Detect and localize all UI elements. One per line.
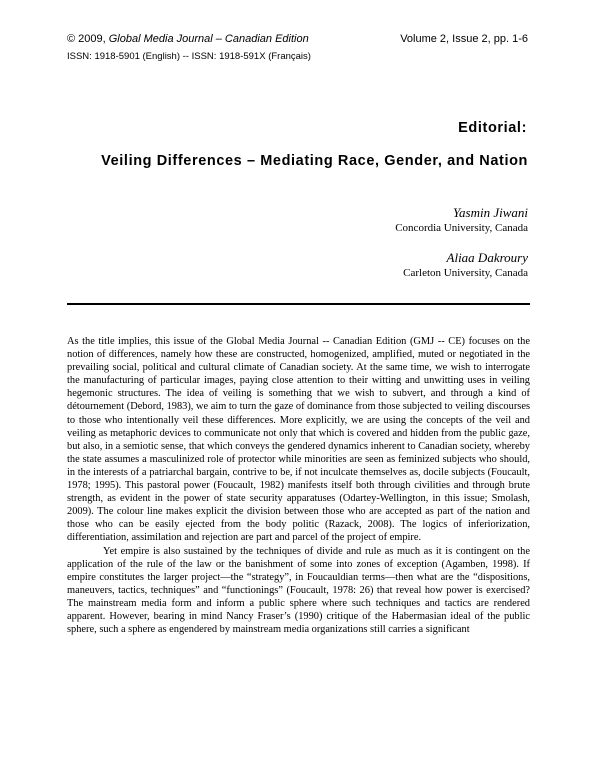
author-affiliation: Carleton University, Canada [403, 267, 528, 279]
paragraph-1: As the title implies, this issue of the Global Media Journal -- Canadian Edition (GMJ -- CE) focuses on the notion of differences, namely how these are constructed, homogenized, amplified, muted or negotiated in the prevailing social, political and cultural climate of Canadian society. At the same time, we wish to interrogate the manufacturing of particular images, paying close attention to their witting and unwitting uses in veiling hegemonic structures. The idea of veiling is something that we wish to subvert, and through a kind of détournement (Debord, 1983), we aim to turn the gaze of dominance from those subjected to veiling discourses to those who intentionally veil these differences. More explicitly, we are using the concepts of the veil and veiling as metaphoric devices to communicate not only that which is covered and hidden from the public gaze, but also, in a semiotic sense, that which conveys the gendered dynamics inherent to Canadian society, whereby the state assumes a masculinized role of protector while minorities are seen as feminized subjects who should, in the interests of a patriarchal bargain, contrive to be, if not inculcate themselves as, docile subjects (Foucault, 1978; 1995). This pastoral power (Foucault, 1982) manifests itself both through civilities and through brute strength, as evident in the power of state security apparatuses (Odartey-Wellington, in this issue; Smolash, 2009). The colour line makes explicit the division between those who are accepted as part of the nation and those who can be easily ejected from the body politic (Razack, 2008). The logics of inferiorization, differentiation, assimilation and rejection are part and parcel of the project of empire. [67, 336, 530, 544]
copyright-line [67, 33, 309, 45]
article-body [67, 335, 530, 636]
author-name: Yasmin Jiwani [452, 205, 528, 220]
author-name: Aliaa Dakroury [446, 250, 528, 265]
article-kind: Editorial: [458, 120, 527, 136]
author-block [395, 205, 528, 236]
issn-line: ISSN: 1918-5901 (English) -- ISSN: 1918-591X (Français) [67, 51, 311, 62]
author-affiliation: Concordia University, Canada [395, 222, 528, 234]
paragraph-2: Yet empire is also sustained by the techniques of divide and rule as much as it is contingent on the application of the rule of the law or the banishment of some into zones of exception (Agamben, 1998). If empire constitutes the larger project—the “strategy”, in Foucauldian terms—then what are the “dispositions, maneuvers, tactics, techniques” and “functionings” (Foucault, 1978: 26) that reveal how power is exercised? The mainstream media form and inform a public sphere where such techniques and tactics are rendered apparent. However, bearing in mind Nancy Fraser’s (1990) critique of the Habermasian ideal of the public sphere, such a sphere as engendered by mainstream media organizations still carries a significant [67, 545, 530, 636]
article-title: Veiling Differences – Mediating Race, Gender, and Nation [101, 153, 528, 169]
journal-name: Global Media Journal – Canadian Edition [108, 33, 309, 45]
volume-info: Volume 2, Issue 2, pp. 1-6 [400, 33, 528, 45]
author-block [403, 250, 528, 281]
title-divider [67, 303, 530, 305]
copyright-prefix: © 2009, [67, 33, 109, 45]
